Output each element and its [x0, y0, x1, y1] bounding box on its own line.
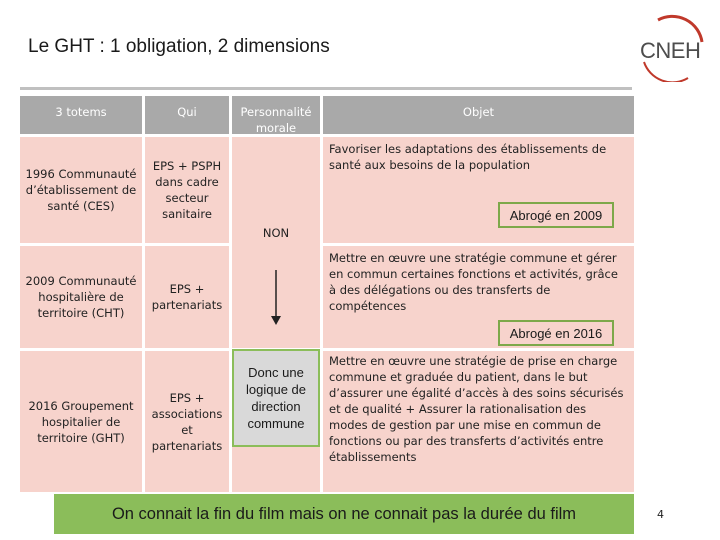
title-divider	[20, 87, 632, 90]
cneh-logo	[638, 12, 708, 82]
header-qui: Qui	[145, 96, 229, 134]
header-objet: Objet	[323, 96, 634, 134]
page-title: Le GHT : 1 obligation, 2 dimensions	[28, 36, 330, 57]
conclusion-box: Donc une logique de direction commune	[232, 349, 320, 447]
objet-cht: Mettre en œuvre une stratégie commune et gérer en commun certaines fonctions et activités, grâce à des délégations ou des transferts de compétences	[323, 246, 634, 348]
qui-ght: EPS + associations et partenariats	[145, 351, 229, 492]
header-totems: 3 totems	[20, 96, 142, 134]
totem-ght: 2016 Groupement hospitalier de territoire (GHT)	[20, 351, 142, 492]
objet-ght: Mettre en œuvre une stratégie de prise en charge commune et graduée du patient, dans le but d’assurer une égalité d’accès à des soins sécurisés et de qualité + Assurer la rationalisation des modes de gestion par une mise en commun de fonctions ou par des transferts d’activités entre établissements	[323, 351, 634, 492]
header-personnalite: Personnalité morale	[232, 96, 320, 134]
personnalite-non: NON	[232, 137, 320, 348]
status-badge-2009: Abrogé en 2009	[498, 202, 614, 228]
objet-ces: Favoriser les adaptations des établissements de santé aux besoins de la population	[323, 137, 634, 243]
totem-cht: 2009 Communauté hospitalière de territoire (CHT)	[20, 246, 142, 348]
page-number: 4	[657, 508, 664, 521]
down-arrow-icon	[266, 268, 286, 328]
logo-text: CNEH	[640, 38, 701, 63]
conclusion-banner: On connait la fin du film mais on ne connait pas la durée du film	[54, 494, 634, 534]
qui-ces: EPS + PSPH dans cadre secteur sanitaire	[145, 137, 229, 243]
totem-ces: 1996 Communauté d’établissement de santé (CES)	[20, 137, 142, 243]
qui-cht: EPS + partenariats	[145, 246, 229, 348]
status-badge-2016: Abrogé en 2016	[498, 320, 614, 346]
